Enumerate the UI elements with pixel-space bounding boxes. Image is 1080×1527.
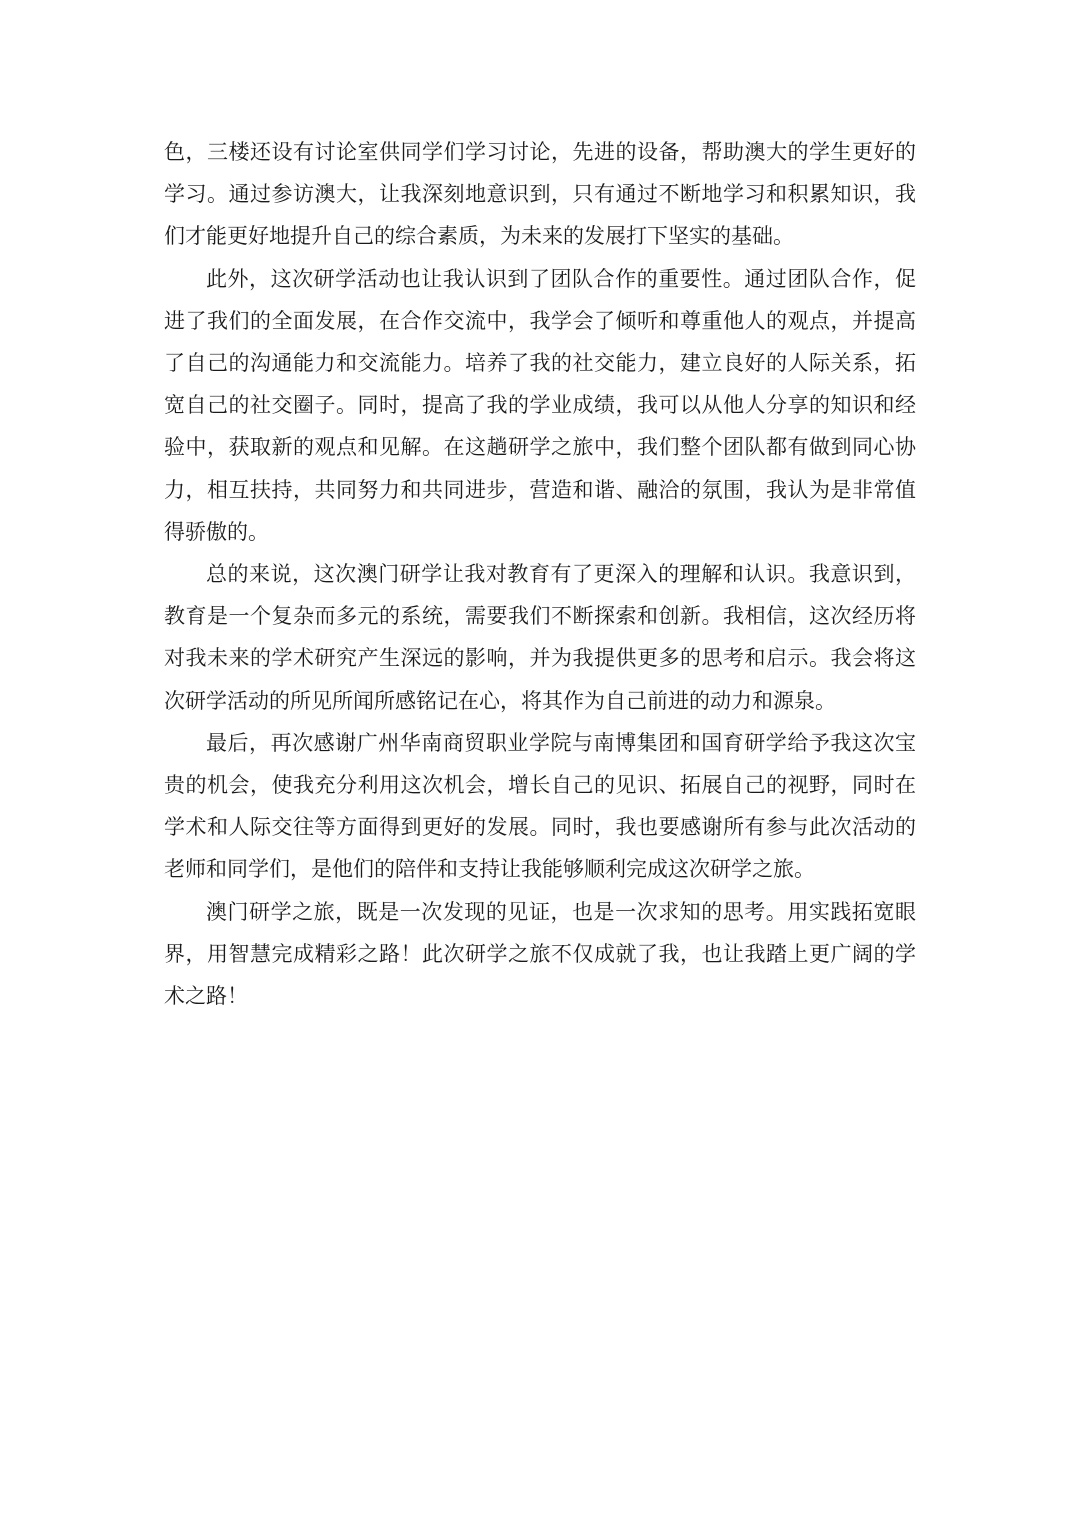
paragraph-continued: 色，三楼还设有讨论室供同学们学习讨论，先进的设备，帮助澳大的学生更好的学习。通过参访澳大，让我深刻地意识到，只有通过不断地学习和积累知识，我们才能更好地提升自己的综合素质，为未来的发展打下坚实的基础。 bbox=[164, 140, 916, 249]
paragraph-thanks: 最后，再次感谢广州华南商贸职业学院与南博集团和国育研学给予我这次宝贵的机会，使我充分利用这次机会，增长自己的见识、拓展自己的视野，同时在学术和人际交往等方面得到更好的发展。同时，我也要感谢所有参与此次活动的老师和同学们，是他们的陪伴和支持让我能够顺利完成这次研学之旅。 bbox=[164, 730, 916, 882]
paragraph-conclusion: 澳门研学之旅，既是一次发现的见证，也是一次求知的思考。用实践拓宽眼界，用智慧完成精彩之路！此次研学之旅不仅成就了我，也让我踏上更广阔的学术之路！ bbox=[164, 899, 916, 1009]
paragraph-summary: 总的来说，这次澳门研学让我对教育有了更深入的理解和认识。我意识到，教育是一个复杂而多元的系统，需要我们不断探索和创新。我相信，这次经历将对我未来的学术研究产生深远的影响，并为我提供更多的思考和启示。我会将这次研学活动的所见所闻所感铭记在心，将其作为自己前进的动力和源泉。 bbox=[164, 562, 916, 713]
document-body bbox=[164, 131, 916, 1017]
paragraph-teamwork: 此外，这次研学活动也让我认识到了团队合作的重要性。通过团队合作，促进了我们的全面发展，在合作交流中，我学会了倾听和尊重他人的观点，并提高了自己的沟通能力和交流能力。培养了我的社交能力，建立良好的人际关系，拓宽自己的社交圈子。同时，提高了我的学业成绩，我可以从他人分享的知识和经验中，获取新的观点和见解。在这趟研学之旅中，我们整个团队都有做到同心协力，相互扶持，共同努力和共同进步，营造和谐、融洽的氛围，我认为是非常值得骄傲的。 bbox=[164, 266, 916, 544]
